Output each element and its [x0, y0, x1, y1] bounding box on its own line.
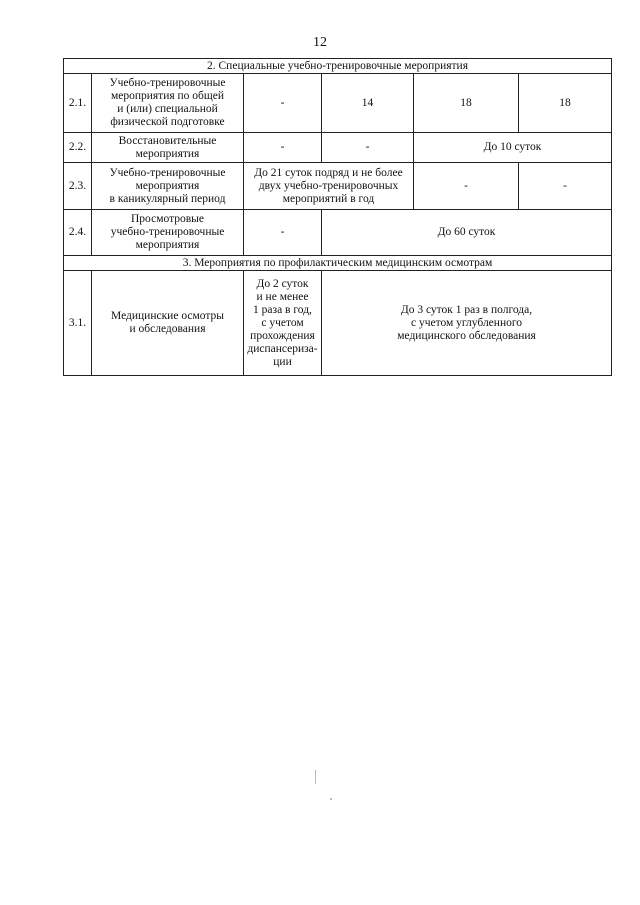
training-events-table — [63, 58, 612, 376]
table-cell: 18 — [414, 74, 519, 133]
table-cell: До 60 суток — [322, 210, 612, 256]
table-cell: До 3 суток 1 раз в полгода, с учетом углубленного медицинского обследования — [322, 271, 612, 376]
table-row — [64, 210, 612, 256]
event-name: Просмотровые учебно-тренировочные мероприятия — [92, 210, 244, 256]
page-number: 12 — [313, 35, 327, 50]
table-cell: 14 — [322, 74, 414, 133]
table-row — [64, 163, 612, 210]
table-cell: До 2 суток и не менее 1 раза в год, с учетом прохождения диспансериза- ции — [244, 271, 322, 376]
table-cell: До 10 суток — [414, 133, 612, 163]
table-row — [64, 271, 612, 376]
section-2-title: 2. Специальные учебно-тренировочные мероприятия — [64, 59, 612, 74]
row-number: 2.1. — [64, 74, 92, 133]
table-cell: 18 — [519, 74, 612, 133]
table-cell: - — [244, 133, 322, 163]
section-3-title: 3. Мероприятия по профилактическим медицинским осмотрам — [64, 256, 612, 271]
row-number: 3.1. — [64, 271, 92, 376]
table-cell: - — [322, 133, 414, 163]
table-row — [64, 74, 612, 133]
table-cell: - — [244, 210, 322, 256]
row-number: 2.4. — [64, 210, 92, 256]
scan-speck — [315, 770, 316, 784]
event-name: Восстановительные мероприятия — [92, 133, 244, 163]
table-cell: - — [244, 74, 322, 133]
row-number: 2.3. — [64, 163, 92, 210]
scan-speck — [330, 798, 332, 800]
table-row — [64, 133, 612, 163]
table-cell: - — [519, 163, 612, 210]
event-name: Медицинские осмотры и обследования — [92, 271, 244, 376]
table-cell: - — [414, 163, 519, 210]
event-name: Учебно-тренировочные мероприятия в каникулярный период — [92, 163, 244, 210]
section-2-header-row — [64, 59, 612, 74]
event-name: Учебно-тренировочные мероприятия по общей и (или) специальной физической подготовке — [92, 74, 244, 133]
row-number: 2.2. — [64, 133, 92, 163]
table-cell: До 21 суток подряд и не более двух учебно-тренировочных мероприятий в год — [244, 163, 414, 210]
section-3-header-row — [64, 256, 612, 271]
